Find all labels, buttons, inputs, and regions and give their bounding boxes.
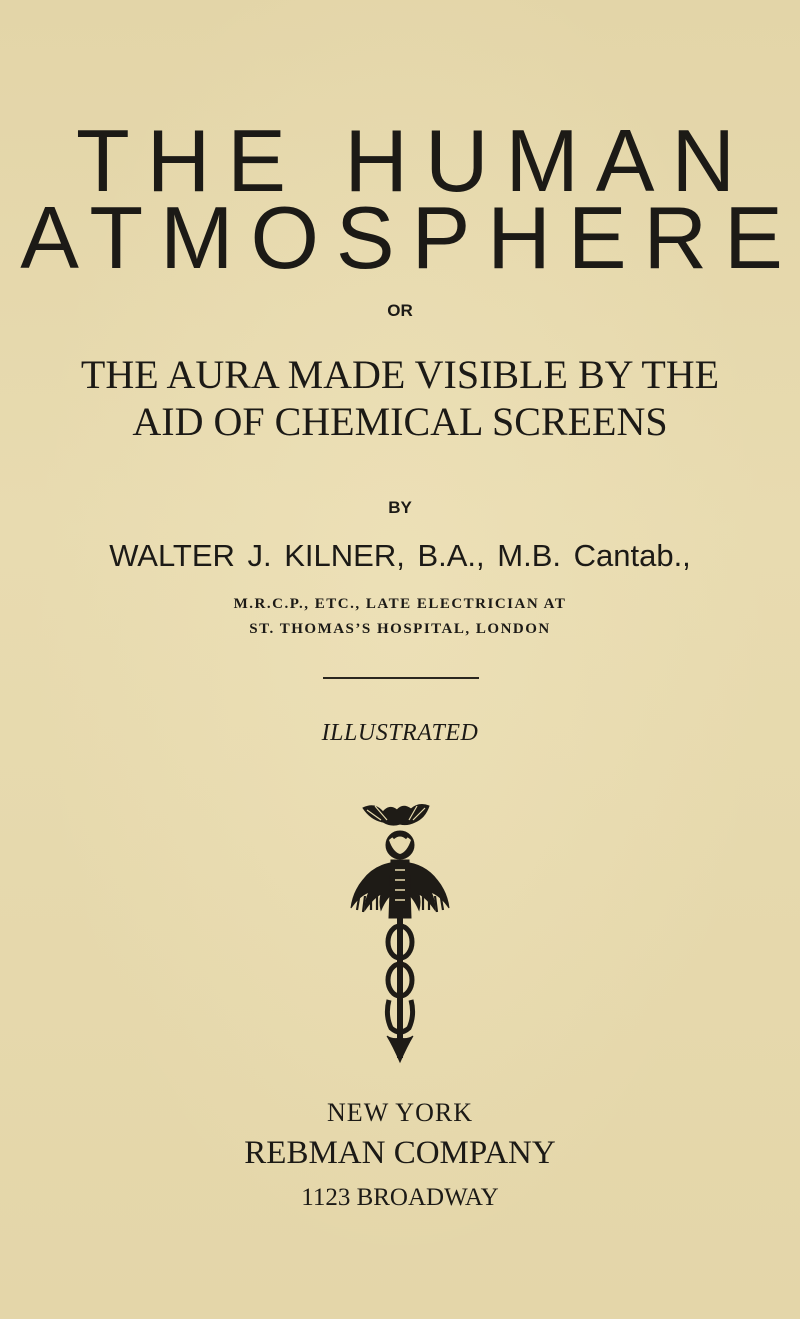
publisher-city: NEW YORK — [327, 1098, 473, 1127]
book-title-line-2: ATMOSPHERE — [20, 188, 800, 287]
publisher-address: 1123 BROADWAY — [301, 1184, 499, 1211]
illustrated-label: ILLUSTRATED — [321, 720, 479, 746]
author-credentials-line-2: ST. THOMAS’S HOSPITAL, LONDON — [249, 621, 551, 637]
caduceus-emblem-icon — [345, 800, 455, 1065]
author-name: WALTER J. KILNER, B.A., M.B. Cantab., — [109, 538, 691, 573]
book-title-line-1: THE HUMAN — [75, 111, 753, 210]
title-connector: OR — [387, 301, 413, 320]
divider-rule — [323, 677, 479, 679]
author-credentials-line-1: M.R.C.P., ETC., LATE ELECTRICIAN AT — [233, 596, 567, 612]
subtitle-line-2: AID OF CHEMICAL SCREENS — [132, 399, 668, 444]
subtitle-line-1: THE AURA MADE VISIBLE BY THE — [80, 352, 720, 397]
by-label: BY — [388, 498, 412, 517]
publisher-name: REBMAN COMPANY — [244, 1135, 556, 1171]
